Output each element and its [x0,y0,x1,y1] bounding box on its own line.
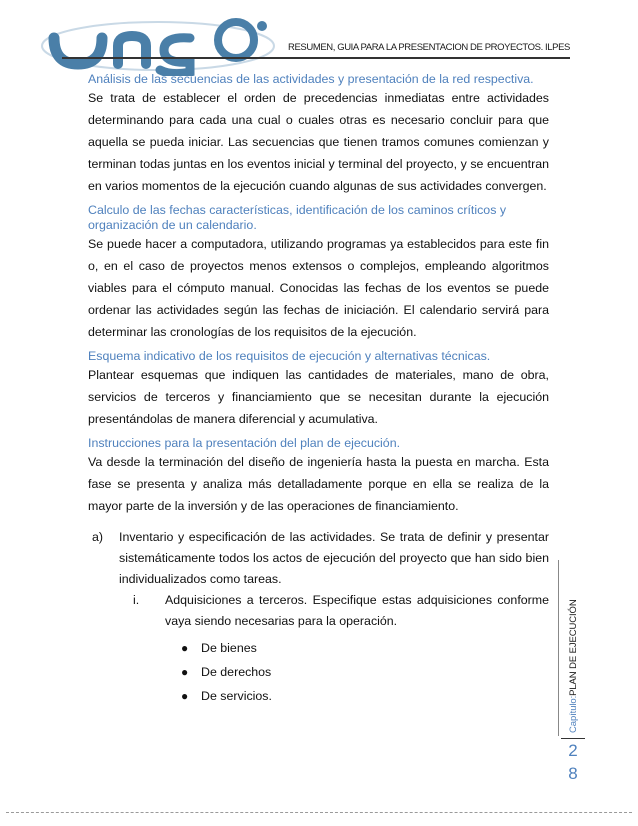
bullet-icon: ● [181,665,189,679]
list-item [88,590,549,708]
section-body: Se puede hacer a computadora, utilizando programas ya establecidos para este fin o, en el caso de proyectos menos extensos o complejos, empleando algoritmos viables para el cómputo manual. Conocidas las fechas de los eventos se puede ordenar las actividades según las fechas de iniciación. El calendario servirá para determinar las cronologías de los requisitos de la ejecución. [88,237,549,339]
activity-list [88,527,549,708]
bullet-list [165,636,549,708]
bullet-text: De derechos [201,665,272,679]
section-body: Va desde la terminación del diseño de ingeniería hasta la puesta en marcha. Esta fase se presenta y analiza más detalladamente porque en ella se realiza de la mayor parte de la inversión y de las operaciones de financiamiento. [88,455,549,513]
bullet-icon: ● [181,689,189,703]
bullet-text: De servicios. [201,689,272,703]
section-heading: Esquema indicativo de los requisitos de ejecución y alternativas técnicas. [88,349,491,363]
page-number-divider [561,738,585,739]
list-item [88,527,549,708]
section-heading: Instrucciones para la presentación del plan de ejecución. [88,436,401,450]
university-logo [40,16,275,76]
page-number-digit: 8 [568,764,578,783]
section-heading: Calculo de las fechas características, identificación de los caminos críticos y organización de un calendario. [88,203,507,232]
section-heading: Análisis de las secuencias de las actividades y presentación de la red respectiva. [88,72,534,86]
list-marker: i. [133,593,140,607]
bullet-icon: ● [181,641,189,655]
list-item-text: Inventario y especificación de las actividades. Se trata de definir y presentar sistemáticamente todos los actos de ejecución del proyecto que han sido bien individualizados como tareas. [119,530,549,586]
section-body: Se trata de establecer el orden de precedencias inmediatas entre actividades determinando para cada una cual o cuales otras es necesario concluir para que aquella se pueda iniciar. Las secuencias que tienen tramos comunes comienzan y terminan todas juntas en los eventos inicial y terminal del proyecto, y se encuentran en varios momentos de la ejecución cuando algunas de sus actividades convergen. [88,91,549,193]
list-item [165,660,549,684]
chapter-name: PLAN DE EJECUCIÓN [568,599,579,696]
section-body: Plantear esquemas que indiquen las cantidades de materiales, mano de obra, servicios de terceros y financiamiento que se necesitan durante la ejecución presentándolas de manera diferencial y acumulativa. [88,368,549,426]
page-content [88,72,549,708]
list-item [165,684,549,708]
sub-list [119,590,549,708]
chapter-prefix: Capítulo: [568,695,579,733]
page-border [6,812,632,814]
chapter-label [568,599,579,733]
header-title: RESUMEN, GUIA PARA LA PRESENTACION DE PROYECTOS. ILPES [288,42,570,53]
list-marker: a) [92,530,104,544]
sidebar-divider [558,560,559,736]
header-divider [62,57,570,59]
page-number-digit: 2 [568,741,578,760]
list-item-text: Adquisiciones a terceros. Especifique estas adquisiciones conforme vaya siendo necesarias para la operación. [165,593,549,628]
bullet-text: De bienes [201,641,257,655]
list-item [165,636,549,660]
